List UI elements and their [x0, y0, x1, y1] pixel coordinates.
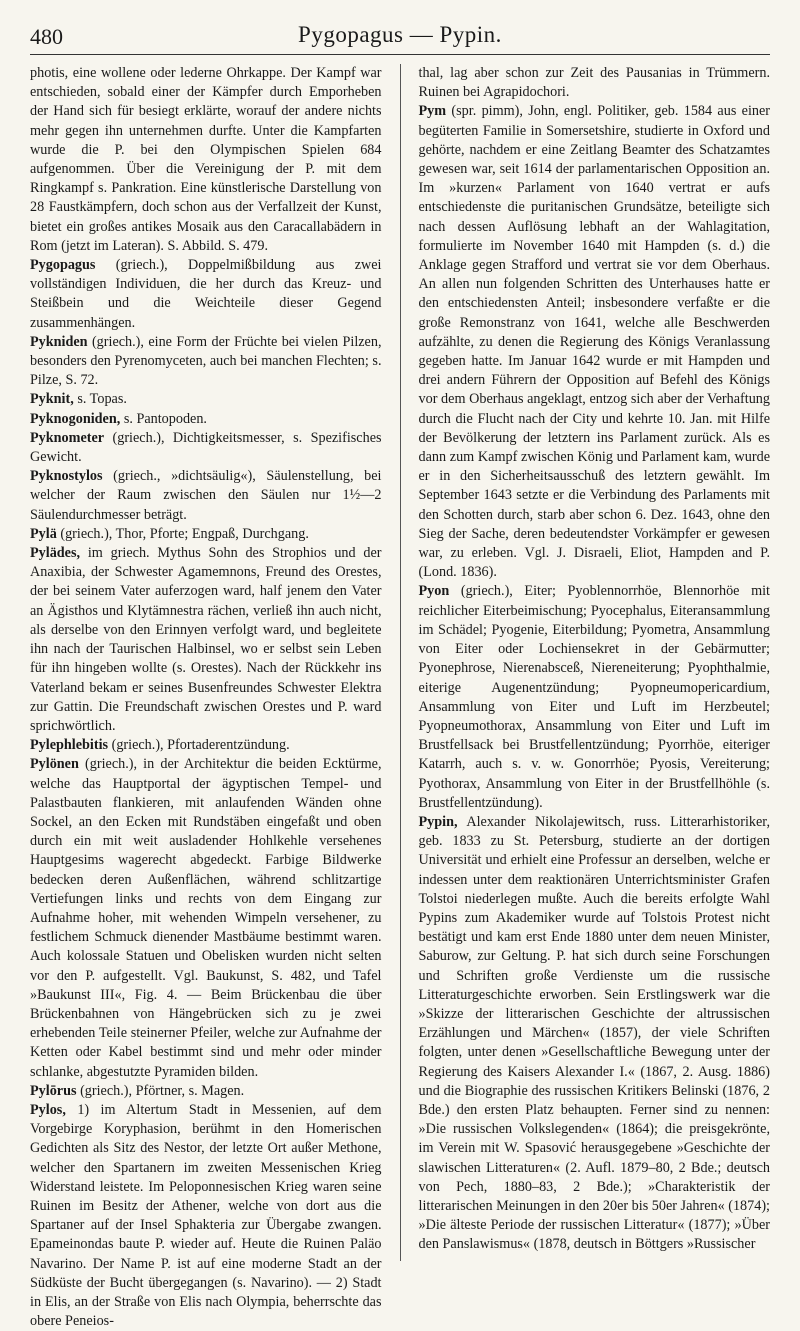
- entry-body: photis, eine wollene oder lederne Ohrkappe. Der Kampf war entschieden, sobald einer der Kämpfer durch Emporheben der Hand sich für besiegt erklärte, worauf der andere nichts mehr gegen ihn unternehmen durfte. Unter die Kampfarten wurde die P. bei den Olympischen Spielen 684 aufgenommen. Über die Vereinigung der P. mit dem Ringkampf s. Pankration. Eine künstlerische Darstellung von 28 Faustkämpfern, doch schon aus der Verfallzeit der Kunst, bietet ein großes antikes Mosaik aus den Caracallabädern in Rom (jetzt im Lateran). S. Abbild. S. 479.: [30, 65, 382, 254]
- entry-body: 1) im Altertum Stadt in Messenien, auf dem Vorgebirge Koryphasion, berühmt in den Homerischen Gedichten als Sitz des Nestor, der letzte Ort außer Methone, welcher den Spartanern im zweiten Messenischen Krieg Widerstand leistete. Im Peloponnesischen Krieg waren seine Ruinen im Besitz der Athener, welche von dort aus die Spartaner auf der Insel Sphakteria zur Übergabe zwangen. Epameinondas baute P. wieder auf. Heute die Ruinen Paläo Navarino. Der Name P. ist auf eine moderne Stadt an der Südküste der Bucht übergegangen (s. Navarino). — 2) Stadt in Elis, an der Straße von Elis nach Olympia, beherrschte das obere Peneios-: [30, 1101, 382, 1330]
- entry-headword: Pylönen: [30, 756, 79, 773]
- entry-headword: Pyknostylos: [30, 468, 103, 485]
- entry-body: Alexander Nikolajewitsch, russ. Litterarhistoriker, geb. 1833 zu St. Petersburg, studierte an der dortigen Universität und erhielt eine Professur an derselben, welche er indessen unter dem reaktionären Unterrichtsminister Grafen Tolstoi niederlegen mußte. Auch die bereits erfolgte Wahl Pypins zum Akademiker wurde auf Tolstois Protest nicht bestätigt und kam erst Ende 1880 unter dem neuen Minister, Saburow, zur Geltung. P. hat sich durch seine Forschungen und Schriften große Verdienste um die russische Litteraturgeschichte erworben. Sein Erstlingswerk war die »Skizze der litterarischen Geschichte der altrussischen Erzählungen und Märchen« (1857), der viele Schriften folgten, unter denen »Gesellschaftliche Bewegung unter der Regierung des Kaisers Alexander I.« (1867, 2. Ausg. 1886) und die Biographie des russischen Kritikers Belinski (1876, 2 Bde.) den ersten Platz behaupten. Ferner sind zu nennen: »Die russischen Volkslegenden« (1864); die preisgekrönte, im Verein mit W. Spasović herausgegebene »Geschichte der slawischen Litteraturen« (2. Aufl. 1879–80, 2 Bde.; deutsch von Pech, 1880–83, 2 Bde.); »Charakteristik der litterarischen Meinungen in den 20er bis 50er Jahren« (1874); »Die älteste Periode der russischen Litteratur« (1877); »Über den Panslawismus« (1878, deutsch in Böttgers »Russischer: [418, 813, 770, 1253]
- page-header: [30, 18, 770, 55]
- entry-body: im griech. Mythus Sohn des Strophios und der Anaxibia, der Schwester Agamemnons, Freund des Orestes, der bei seinem Vater auferzogen ward, half jenem den Vater an Ägisthos und Klytämnestra rächen, verließ ihn auch nicht, als derselbe von den Erinnyen verfolgt ward, und begleitete ihn nach der Taurischen Halbinsel, wo er selbst sein Leben für ihn hingeben wollte (s. Orestes). Nach der Rückkehr ins Vaterland bekam er seines Busenfreundes Schwester Elektra zur Gattin. Die Freundschaft zwischen Orestes und P. ward sprichwörtlich.: [30, 545, 382, 734]
- dictionary-entry: [30, 256, 382, 333]
- entry-body: (griech.), Dichtigkeitsmesser, s. Spezifisches Gewicht.: [30, 429, 382, 466]
- entry-headword: Pylos,: [30, 1101, 66, 1118]
- page-number: 480: [30, 24, 63, 49]
- entry-headword: Pylädes,: [30, 545, 81, 562]
- dictionary-entry: [419, 813, 771, 1255]
- entry-headword: Pyknometer: [30, 429, 105, 446]
- dictionary-entry: [30, 64, 382, 256]
- dictionary-entry: [30, 333, 382, 391]
- dictionary-entry: [30, 544, 382, 736]
- dictionary-entry: [30, 525, 382, 544]
- column-divider: [400, 64, 401, 1261]
- dictionary-entry: [30, 755, 382, 1081]
- left-column: [30, 64, 382, 1330]
- entry-body: (griech.), Eiter; Pyoblennorrhöe, Blennorhöe mit reichlicher Eiterbeimischung; Pyocephalus, Eiteransammlung im Schädel; Pyogenie, Eiterbildung; Pyometra, Ansammlung von Eiter oder Lochiensekret in der Gebärmutter; Pyonephrose, Nierenabsceß, Niereneiterung; Pyophthalmie, eiterige Augenentzündung; Pyopneumopericardium, Ansammlung von Eiter und Luft im Herzbeutel; Pyopneumothorax, Ansammlung von Eiter und Luft im Brustfellsack bei Brustfellentzündung; Pyorrhöe, eiteriger Katarrh, auch s. v. w. Gonorrhöe; Pyosis, Vereiterung; Pyothorax, Ansammlung von Eiter in der Brustfellhöhle (s. Brustfellentzündung).: [418, 583, 770, 811]
- entry-headword: Pylä: [30, 525, 57, 542]
- entry-body: (griech., »dichtsäulig«), Säulenstellung, bei welcher der Raum zwischen den Säulen nur 1½—2 Säulendurchmesser beträgt.: [30, 468, 382, 523]
- entry-headword: Pyon: [418, 583, 450, 600]
- dictionary-entry: [30, 390, 382, 409]
- dictionary-entry: [419, 102, 771, 582]
- entry-body: (griech.), in der Architektur die beiden Ecktürme, welche das Hauptportal der ägyptischen Tempel- und Palastbauten flankieren, mit anlaufenden Wänden ohne Sockel, an den Ecken mit Rundstäben eingefaßt und oben durch ein mit weit ausladender Hohlkehle versehenes Hauptgesims wagerecht abgedeckt. Farbige Bildwerke bedecken deren Außenflächen, während schlitzartige Vertiefungen links und rechts von dem Eingang zur Aufnahme hoher, mit wehenden Wimpeln versehener, zu festlichem Schmuck dienender Mastbäume bestimmt waren. Auch kolossale Statuen und Obelisken wurden nicht selten vor den P. aufgestellt. Vgl. Baukunst, S. 482, und Tafel »Baukunst III«, Fig. 4. — Beim Brückenbau die über Brückenbahnen von Hängebrücken sich zu je zwei erhebenden Teile steinerner Pfeiler, welche zur Aufnahme der Ketten oder Kabel bestimmt sind und mehr oder minder schlanke, abgestutzte Pyramiden bilden.: [30, 756, 382, 1080]
- entry-body: thal, lag aber schon zur Zeit des Pausanias in Trümmern. Ruinen bei Agrapidochori.: [418, 65, 770, 101]
- dictionary-entry: [419, 64, 771, 102]
- entry-headword: Pykniden: [30, 333, 88, 350]
- dictionary-entry: [419, 582, 771, 812]
- dictionary-entry: [30, 1082, 382, 1101]
- entry-headword: Pyknit,: [30, 391, 74, 408]
- right-column: [419, 64, 771, 1261]
- entry-body: (griech.), Doppelmißbildung aus zwei vollständigen Individuen, die her durch das Kreuz- und Steißbein und die Weichteile dieser Gegend zusammenhängen.: [30, 257, 382, 331]
- text-columns: [30, 64, 771, 1330]
- entry-headword: Pygopagus: [30, 257, 96, 274]
- dictionary-entry: [30, 429, 382, 467]
- running-title: Pygopagus — Pypin.: [298, 22, 502, 47]
- dictionary-entry: [30, 410, 382, 429]
- entry-body: (griech.), Pfortaderentzündung.: [111, 737, 290, 754]
- entry-headword: Pyknogoniden,: [30, 410, 121, 427]
- entry-headword: Pym: [418, 103, 447, 120]
- entry-body: s. Pantopoden.: [123, 410, 207, 427]
- entry-body: (griech.), eine Form der Früchte bei vielen Pilzen, besonders den Pyrenomyceten, auch bei manchen Flechten; s. Pilze, S. 72.: [30, 333, 382, 389]
- entry-body: s. Topas.: [77, 391, 127, 408]
- entry-headword: Pylōrus: [30, 1082, 77, 1099]
- entry-headword: Pypin,: [418, 813, 458, 830]
- dictionary-entry: [30, 1101, 382, 1331]
- dictionary-entry: [30, 467, 382, 525]
- entry-body: (griech.), Pförtner, s. Magen.: [80, 1082, 245, 1099]
- dictionary-entry: [30, 736, 382, 755]
- entry-body: (griech.), Thor, Pforte; Engpaß, Durchgang.: [60, 525, 309, 542]
- entry-headword: Pylephlebitis: [30, 737, 109, 754]
- entry-body: (spr. pimm), John, engl. Politiker, geb. 1584 aus einer begüterten Familie in Somersetshire, studierte in Oxford und gehörte, nachdem er eine Zeitlang Beamter des Schatzamtes gewesen war, seit 1614 der parlamentarischen Opposition an. Im »kurzen« Parlament von 1640 vertrat er aufs entschiedenste die puritanischen Grundsätze, beteiligte sich nach dessen Auflösung lebhaft an der Wahlagitation, formulierte im November 1640 mit Hampden (s. d.) die Anklage gegen Strafford und vertrat sie vor dem Oberhaus. An allen nun folgenden Schritten des Unterhauses hatte er den entschiedensten Anteil; insbesondere verfaßte er die große Remonstranz von 1641, welche alle Beschwerden aufzählte, zu denen die Regierung des Königs Veranlassung gegeben hatte. Im Januar 1642 wurde er mit Hampden und drei andern Führern der Opposition auf Befehl des Königs vor dem Oberhaus angeklagt, entzog sich aber der Verhaftung durch die Flucht nach der City und kehrte 10. Jan. mit Hilfe der Bevölkerung der letztern ins Parlament zurück. Als es dann zum Kampf zwischen König und Parlament kam, wurde er in den Sicherheitsausschuß des letztern gewählt. Im September 1643 setzte er die Verbindung des Parlaments mit den Schotten durch, starb aber schon 6. Dez. 1643, ohne den Sieg der Sache, deren bedeutendster Vorkämpfer er gewesen war, zu erleben. Vgl. J. Disraeli, Eliot, Hampden and P. (Lond. 1836).: [418, 103, 771, 581]
